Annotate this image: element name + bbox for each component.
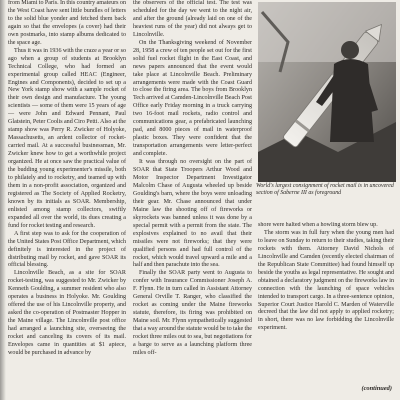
paragraph: Finally the SOAR party went to Augusta to confer with Insurance Commissioner Joseph A. F. Flynn. He in turn called in Assistant Attorney General Orville T. Ranger, who classified the rocket as coming under the Maine fireworks statute, therefore, its firing was prohibited on Maine soil. Mr. Flynn sympathetically suggested that a way around the statute would be to take the rocket three miles out to sea, but negotiations for a barge to serve as a launching platform three miles off-	[133, 270, 252, 356]
paragraph: The storm was in full fury when the young men had to leave on Sunday to return to their studies, taking their rockets with them. Attorney David Nichols of Lincolnville and Camden (recently elected chairman of the Republican State Committee) had found himself up beside the youths as legal representative. He sought and obtained a declaratory judgment on the fireworks law in connection with the launching of space vehicles intended to transport cargo. In a three-sentence opinion, Superior Court Justice Harold C. Marden of Waterville decreed that the law did not apply to applied rocketry; in short, there was no law forbidding the Lincolnville experiment.	[258, 229, 394, 332]
paragraph: A first step was to ask for the cooperation of the United States Post Office Department, which definitely is interested in the project of distributing mail by rocket, and gave SOAR its official blessing.	[8, 230, 126, 269]
paragraph: the observers of the official test. The test was scheduled for the day we went to the night air, and after the ground (already laid on one of the heaviest runs of the year) did not always get to Lincolnville.	[133, 0, 252, 38]
paragraph: On the Thanksgiving weekend of November 28, 1958 a crew of ten people set out for the first solid fuel rocket flight in the East Coast, and news papers announced that the event would take place at Lincolnville Beach. Preliminary arrangements were made with the Coast Guard to close the firing area. The boys from Brooklyn Tech arrived at Camden-Lincolnville Beach Post Office early Friday morning in a truck carrying two 16-foot mail rockets, radio control and communications gear, a prefabricated launching pad, and 8000 pieces of mail in waterproof plastic boxes. They were confident that the transportation arrangements were letter-perfect and complete.	[133, 39, 252, 158]
paragraph: It was through no oversight on the part of SOAR that State Troopers Arthur Wood and Motor Inspector Department Investigator Malcolm Chase of Augusta wheeled up beside Goulding's barn, where the boys were unloading their gear. Mr. Chase announced that under Maine law the shooting off of fireworks or skyrockets was banned unless it was done by a special permit with a permit from the state. The explosives explained to no avail that their missiles were not fireworks; that they were qualified persons and had full control of the rocket, which would travel upward a mile and a half and then parachute into the sea.	[133, 159, 252, 269]
text-column-3	[258, 222, 394, 400]
page-gutter-shadow	[0, 0, 6, 400]
paragraph: Lincolnville Beach, as a site for SOAR rocket-testing, was suggested to Mr. Zwicker by Kenneth Goulding, a summer resident who also operates a business in Holyoke. Mr. Goulding offered the use of his Lincolnville property, and asked the co-operation of Postmaster Hopper in the Maine village. The Lincolnville post office had arranged a launching site, overseeing the rocket and canceling its covers of its mail. Envelopes came in quantities at $1 apiece, would be purchased in advance by	[8, 270, 126, 356]
continued-label: (continued)	[361, 385, 392, 392]
text-column-1	[8, 0, 126, 400]
paragraph: from Miami to Paris. In this country amateurs on the West Coast have sent little bundles of letters to the solid blue yonder and fetched them back again so that the envelopes (a cover) had their own postmarks, into stamp albums dedicated to the space age.	[8, 0, 126, 46]
text-column-2	[133, 0, 252, 400]
paragraph: Thus it was in 1936 with the craze a year or so ago when a group of students at Brooklyn Technical College, who had formed an experimental group called HEAC (Engineer, Engines and Components), decided to set up a New York stamp show with a sample rocket of their own design and manufacture. The young scientists — some of them were 15 years of age — were John and Edward Pennant, Paul Glatstein, Peter Coolis and Ciro Petti. Also at the stamp show was Perry R. Zwicker of Holyoke, Massachusetts, an ardent collector of rocket-carried mail. At a successful businessman, Mr. Zwicker knew how to get a worthwhile project organized. He at once saw the practical value of the budding young experimenter's missile, both to philately and to rocketry, and teamed up with them in a non-profit association, organized and registered as The Society of Applied Rocketry, known by its initials as SOAR. Membership, enlisted among stamp collectors, swiftly expanded all over the world, its dues creating a fund for rocket testing and research.	[8, 47, 126, 229]
rocket-photo	[258, 2, 396, 182]
photo-caption: World's largest consignment of rocket mail is in uncovered section of Saberne III as foreground	[256, 183, 394, 197]
rocket-photo-image	[258, 2, 396, 182]
paragraph: shore were halted when a howling storm blew up.	[258, 222, 378, 228]
